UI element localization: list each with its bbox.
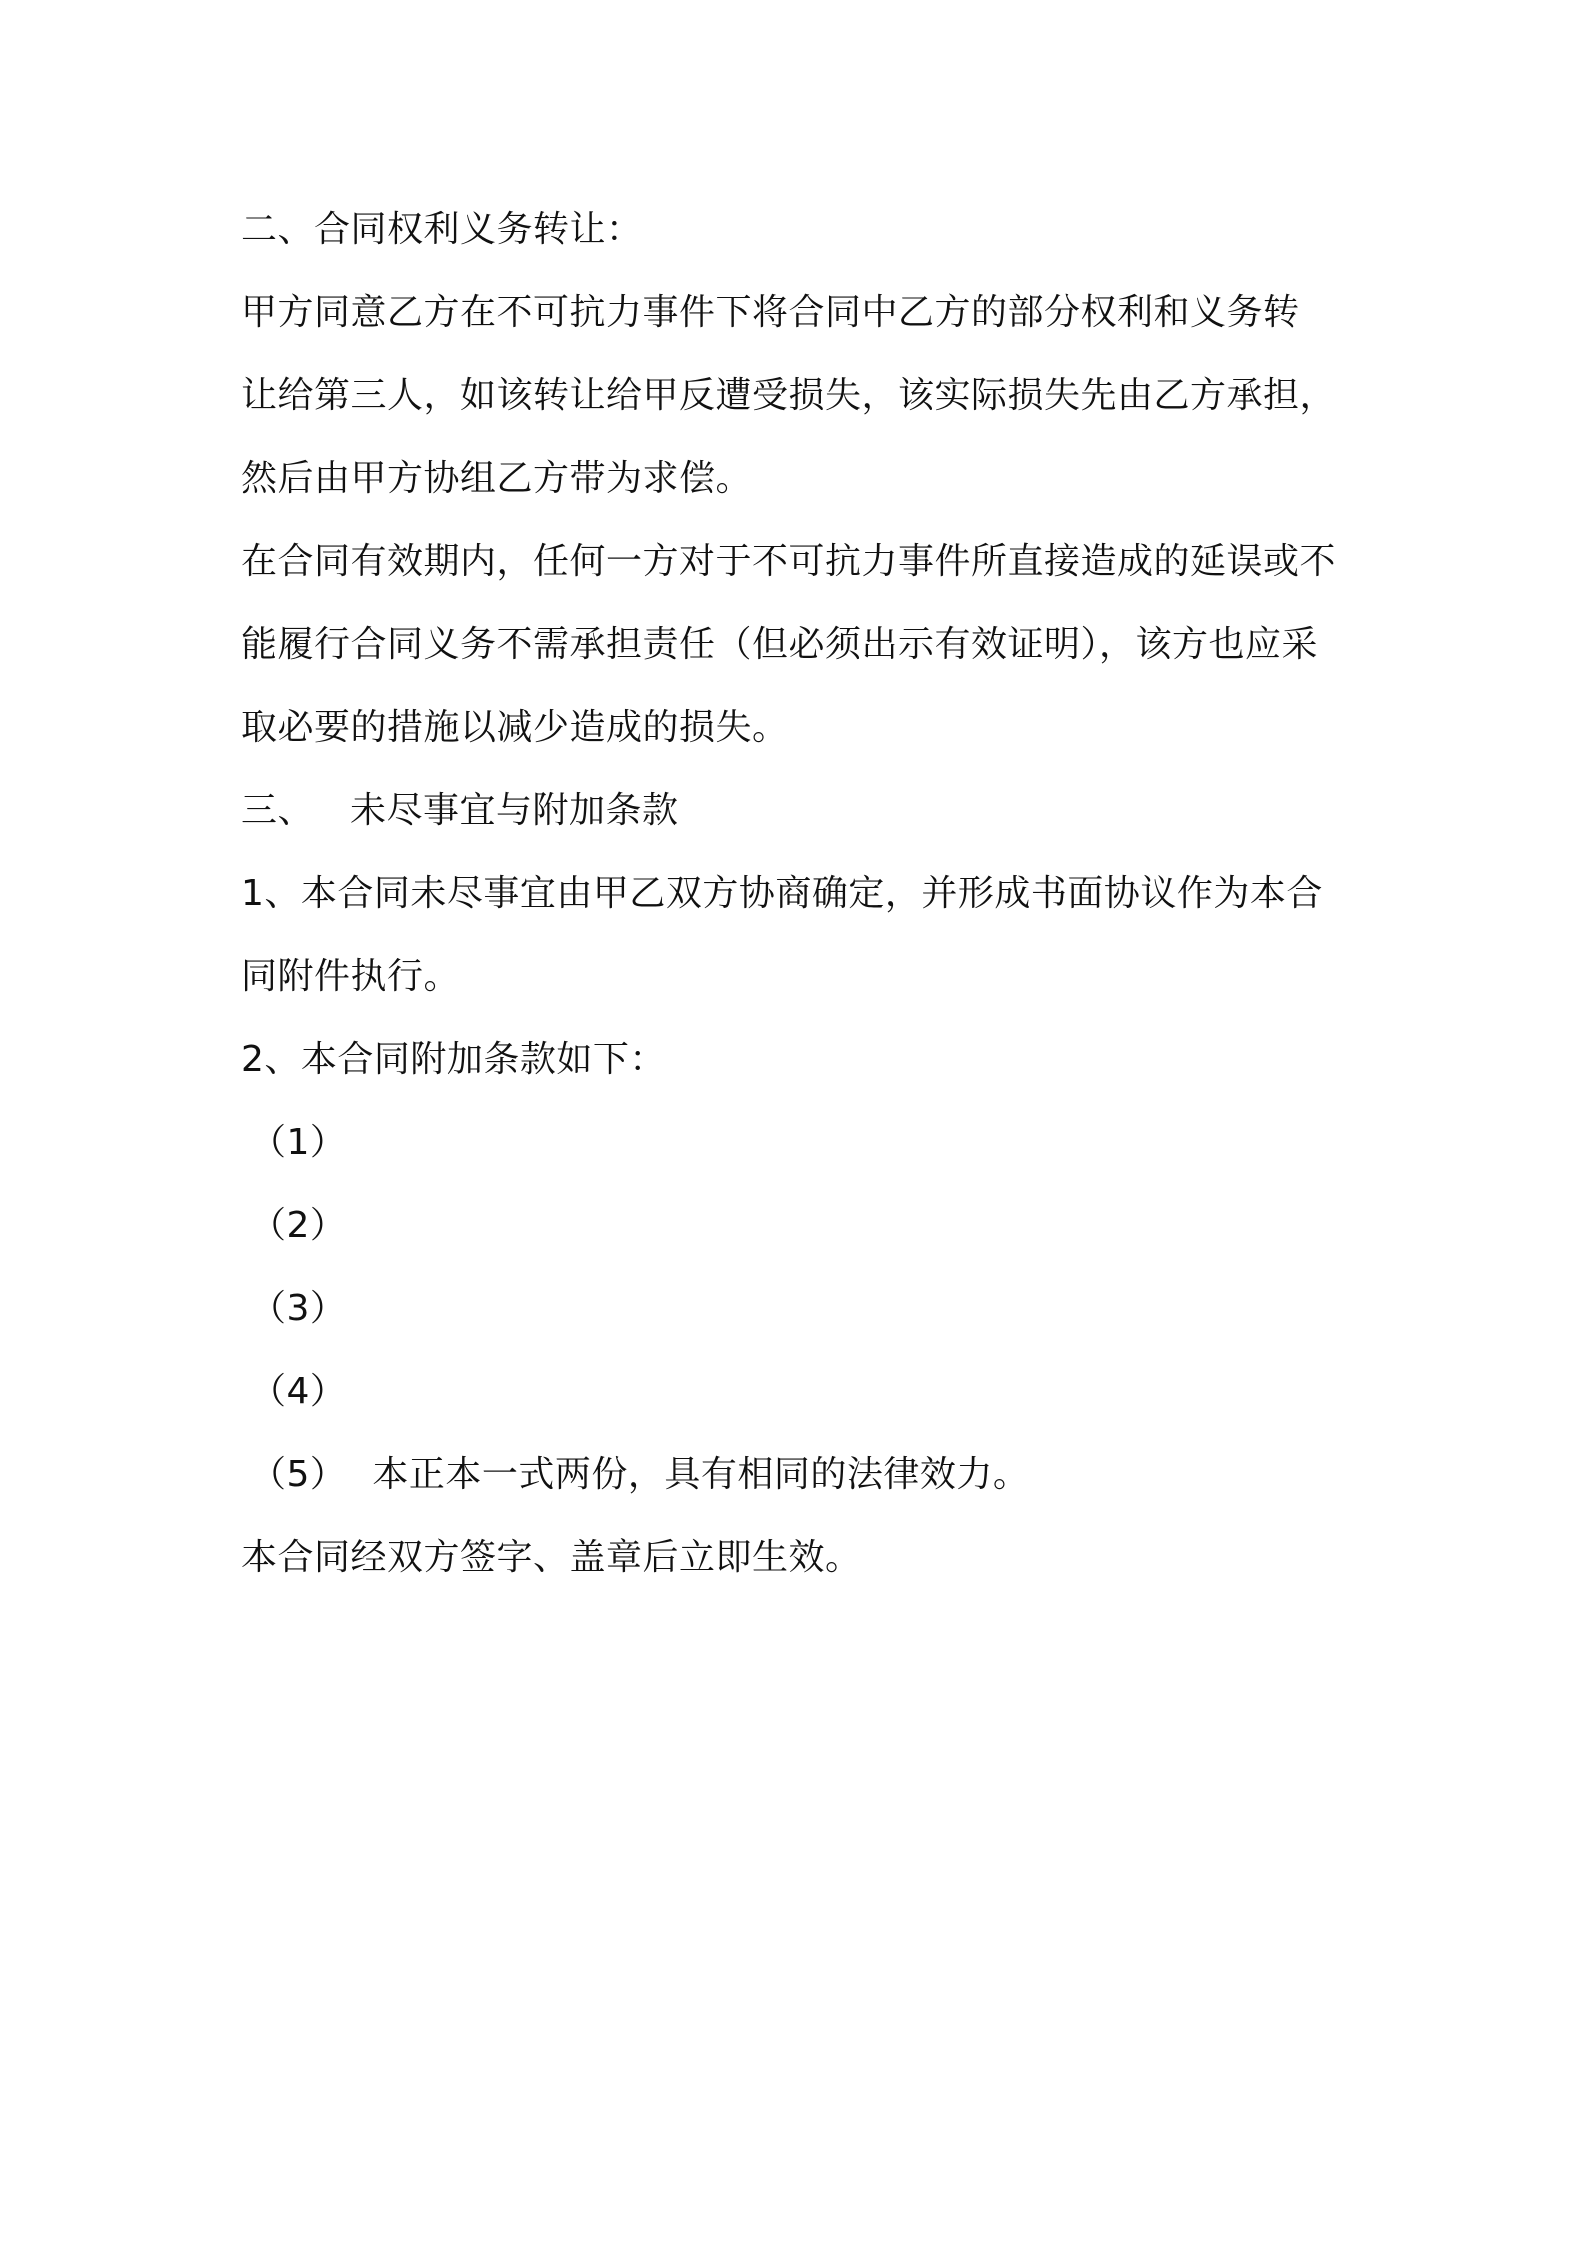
list-item	[250, 1451, 1029, 1499]
list-item-label: （5）	[250, 1454, 347, 1495]
list-item-label: （3）	[250, 1288, 347, 1329]
section-heading-transfer: 二、合同权利义务转让：	[241, 209, 643, 250]
paragraph-line: 让给第三人，如该转让给甲反遭受损失，该实际损失先由乙方承担，	[241, 375, 1337, 416]
list-item	[250, 1285, 346, 1333]
list-item	[250, 1119, 346, 1167]
paragraph-line: 甲方同意乙方在不可抗力事件下将合同中乙方的部分权利和义务转	[241, 292, 1300, 333]
section-number: 三、	[241, 790, 315, 831]
paragraph-line: 在合同有效期内，任何一方对于不可抗力事件所直接造成的延误或不	[241, 541, 1337, 582]
paragraph-line: 能履行合同义务不需承担责任（但必须出示有效证明），该方也应采	[241, 624, 1319, 665]
list-item	[250, 1202, 346, 1250]
clause-line: 1、本合同未尽事宜由甲乙双方协商确定，并形成书面协议作为本合	[241, 873, 1323, 914]
list-item-label: （1）	[250, 1122, 347, 1163]
clause-line: 2、本合同附加条款如下：	[241, 1039, 666, 1080]
section-heading-additional	[241, 787, 679, 835]
list-item-text: 本正本一式两份，具有相同的法律效力。	[372, 1454, 1030, 1495]
clause-line: 同附件执行。	[241, 956, 461, 997]
closing-statement: 本合同经双方签字、盖章后立即生效。	[241, 1537, 862, 1578]
list-item-label: （2）	[250, 1205, 347, 1246]
section-title: 未尽事宜与附加条款	[350, 790, 679, 831]
list-item	[250, 1368, 346, 1416]
list-item-label: （4）	[250, 1371, 347, 1412]
paragraph-line: 取必要的措施以减少造成的损失。	[241, 707, 789, 748]
paragraph-line: 然后由甲方协组乙方带为求偿。	[241, 458, 753, 499]
